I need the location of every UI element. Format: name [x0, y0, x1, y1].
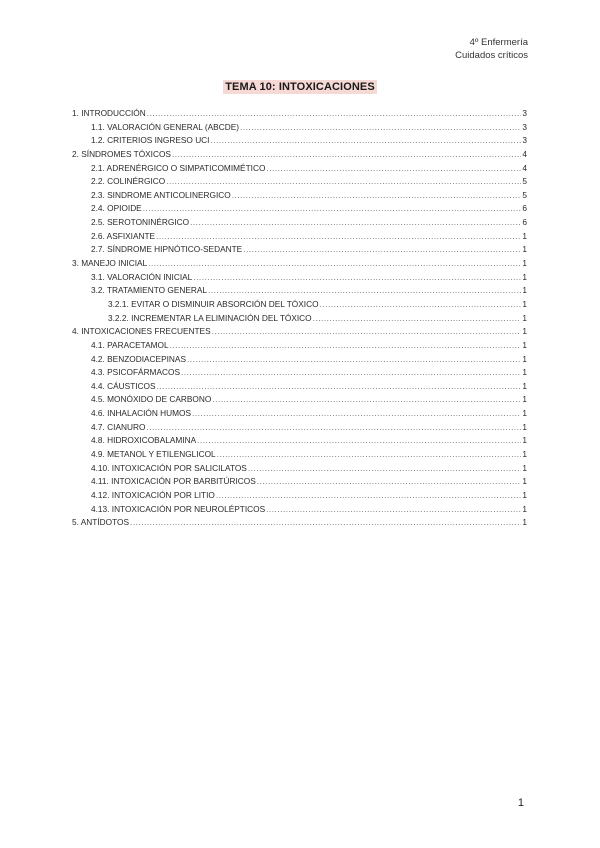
toc-entry[interactable]	[72, 271, 527, 285]
toc-entry-label: 2. SÍNDROMES TÓXICOS	[72, 148, 171, 159]
toc-leader-dots	[190, 216, 521, 230]
toc-leader-dots	[187, 353, 521, 367]
toc-entry[interactable]	[72, 503, 527, 517]
toc-leader-dots	[266, 503, 521, 517]
toc-entry-page: 4	[522, 162, 527, 173]
toc-leader-dots	[143, 202, 522, 216]
toc-entry-page: 1	[522, 380, 527, 391]
toc-entry-page: 1	[522, 449, 527, 460]
toc-entry[interactable]	[72, 380, 527, 394]
toc-leader-dots	[320, 298, 522, 312]
toc-entry-page: 1	[522, 435, 527, 446]
toc-entry-page: 1	[522, 517, 527, 528]
header-course: 4º Enfermería	[469, 37, 528, 48]
toc-leader-dots	[130, 516, 521, 530]
toc-entry[interactable]	[72, 121, 527, 135]
toc-entry-label: 1.2. CRITERIOS INGRESO UCI	[91, 135, 210, 146]
toc-entry[interactable]	[72, 407, 527, 421]
toc-entry-page: 3	[522, 108, 527, 118]
toc-entry[interactable]	[72, 421, 527, 435]
toc-entry[interactable]	[72, 489, 527, 503]
toc-entry-label: 4.1. PARACETAMOL	[91, 339, 169, 350]
header-subject: Cuidados críticos	[455, 50, 528, 61]
toc-entry-label: 5. ANTÍDOTOS	[72, 517, 130, 528]
toc-entry-label: 2.7. SÍNDROME HIPNÓTICO-SEDANTE	[91, 244, 243, 255]
toc-leader-dots	[240, 121, 521, 135]
toc-entry-page: 4	[522, 148, 527, 159]
toc-entry-page: 5	[522, 176, 527, 187]
toc-leader-dots	[166, 175, 521, 189]
toc-entry-page: 1	[522, 244, 527, 255]
toc-entry[interactable]	[72, 434, 527, 448]
toc-entry-page: 1	[522, 326, 527, 337]
toc-leader-dots	[217, 448, 522, 462]
toc-entry[interactable]	[72, 257, 527, 271]
table-of-contents	[72, 107, 527, 530]
toc-entry-page: 1	[522, 339, 527, 350]
toc-entry-page: 1	[522, 230, 527, 241]
toc-entry[interactable]	[72, 230, 527, 244]
toc-entry-page: 1	[522, 312, 527, 323]
toc-leader-dots	[147, 107, 522, 121]
toc-entry[interactable]	[72, 189, 527, 203]
toc-entry[interactable]	[72, 243, 527, 257]
toc-entry-label: 3.1. VALORACIÓN INICIAL	[91, 271, 193, 282]
toc-entry-page: 1	[522, 298, 527, 309]
toc-entry-label: 2.4. OPIOIDE	[91, 203, 142, 214]
toc-entry-label: 4.13. INTOXICACIÓN POR NEUROLÉPTICOS	[91, 503, 266, 514]
toc-entry-label: 4.6. INHALACIÓN HUMOS	[91, 408, 192, 419]
toc-entry-label: 2.2. COLINÉRGICO	[91, 176, 166, 187]
toc-entry-page: 1	[522, 503, 527, 514]
toc-entry-page: 1	[522, 462, 527, 473]
toc-entry[interactable]	[72, 353, 527, 367]
toc-leader-dots	[313, 312, 522, 326]
toc-entry-page: 1	[522, 476, 527, 487]
toc-entry-page: 6	[522, 203, 527, 214]
toc-leader-dots	[170, 339, 522, 353]
toc-leader-dots	[148, 257, 521, 271]
toc-leader-dots	[216, 489, 522, 503]
toc-entry[interactable]	[72, 134, 527, 148]
toc-entry[interactable]	[72, 162, 527, 176]
toc-entry-label: 4.10. INTOXICACIÓN POR SALICILATOS	[91, 462, 247, 473]
toc-entry[interactable]	[72, 216, 527, 230]
toc-leader-dots	[157, 380, 522, 394]
toc-leader-dots	[266, 162, 521, 176]
toc-entry[interactable]	[72, 516, 527, 530]
toc-leader-dots	[192, 407, 521, 421]
toc-leader-dots	[193, 271, 521, 285]
document-title: TEMA 10: INTOXICACIONES	[225, 81, 375, 93]
toc-entry-label: 4. INTOXICACIONES FRECUENTES	[72, 326, 211, 337]
toc-entry-page: 1	[522, 367, 527, 378]
toc-leader-dots	[172, 148, 521, 162]
toc-entry-page: 1	[522, 285, 527, 296]
toc-entry[interactable]	[72, 393, 527, 407]
toc-entry-label: 4.5. MONÓXIDO DE CARBONO	[91, 394, 212, 405]
toc-entry-label: 3.2. TRATAMIENTO GENERAL	[91, 285, 208, 296]
toc-entry-label: 4.4. CÁUSTICOS	[91, 380, 156, 391]
toc-entry[interactable]	[72, 284, 527, 298]
toc-entry-label: 3.2.2. INCREMENTAR LA ELIMINACIÓN DEL TÓXICO	[108, 312, 312, 323]
toc-entry-page: 5	[522, 189, 527, 200]
toc-entry-page: 3	[522, 121, 527, 132]
toc-entry-label: 3.2.1. EVITAR O DISMINUIR ABSORCIÓN DEL TÓXICO	[108, 298, 319, 309]
toc-entry[interactable]	[72, 475, 527, 489]
toc-entry-label: 4.12. INTOXICACIÓN POR LITIO	[91, 489, 215, 500]
toc-entry-label: 4.8. HIDROXICOBALAMINA	[91, 435, 197, 446]
toc-entry-label: 4.3. PSICOFÁRMACOS	[91, 367, 180, 378]
toc-entry-label: 4.9. METANOL Y ETILENGLICOL	[91, 449, 216, 460]
toc-entry-label: 4.2. BENZODIACEPINAS	[91, 353, 186, 364]
toc-entry-page: 1	[522, 394, 527, 405]
toc-leader-dots	[243, 243, 521, 257]
toc-entry-page: 1	[522, 421, 527, 432]
toc-leader-dots	[257, 475, 522, 489]
toc-entry-label: 4.7. CIANURO	[91, 421, 146, 432]
toc-entry[interactable]	[72, 339, 527, 353]
toc-leader-dots	[156, 230, 521, 244]
toc-entry[interactable]	[72, 148, 527, 162]
title-container	[0, 77, 600, 95]
toc-entry[interactable]	[72, 175, 527, 189]
toc-leader-dots	[232, 189, 522, 203]
toc-entry[interactable]	[72, 448, 527, 462]
toc-entry-label: 3. MANEJO INICIAL	[72, 258, 148, 269]
toc-entry-page: 6	[522, 217, 527, 228]
toc-entry-label: 1.1. VALORACIÓN GENERAL (ABCDE)	[91, 121, 239, 132]
toc-entry[interactable]	[72, 298, 527, 312]
toc-leader-dots	[210, 134, 521, 148]
toc-entry-label: 2.3. SINDROME ANTICOLINERGICO	[91, 189, 231, 200]
toc-entry-page: 1	[522, 408, 527, 419]
toc-entry-page: 1	[522, 353, 527, 364]
toc-leader-dots	[208, 284, 521, 298]
toc-entry-label: 4.11. INTOXICACIÓN POR BARBITÚRICOS	[91, 476, 256, 487]
toc-entry-page: 1	[522, 271, 527, 282]
toc-leader-dots	[181, 366, 521, 380]
toc-entry-label: 2.1. ADRENÉRGICO O SIMPATICOMIMÉTICO	[91, 162, 266, 173]
toc-entry-page: 1	[522, 258, 527, 269]
page-header	[455, 36, 528, 62]
toc-entry[interactable]	[72, 325, 527, 339]
toc-entry[interactable]	[72, 312, 527, 326]
toc-entry[interactable]	[72, 366, 527, 380]
toc-entry-label: 2.6. ASFIXIANTE	[91, 230, 156, 241]
toc-entry-label: 2.5. SEROTONINÉRGICO	[91, 217, 190, 228]
toc-entry[interactable]	[72, 462, 527, 476]
toc-leader-dots	[146, 421, 521, 435]
toc-entry[interactable]	[72, 107, 527, 121]
page-number: 1	[517, 797, 524, 809]
toc-leader-dots	[197, 434, 521, 448]
toc-leader-dots	[212, 325, 522, 339]
toc-leader-dots	[212, 393, 521, 407]
toc-entry-page: 3	[522, 135, 527, 146]
toc-entry-page: 1	[522, 489, 527, 500]
toc-entry[interactable]	[72, 202, 527, 216]
toc-entry-label: 1. INTRODUCCIÓN	[72, 108, 146, 118]
toc-leader-dots	[248, 462, 522, 476]
